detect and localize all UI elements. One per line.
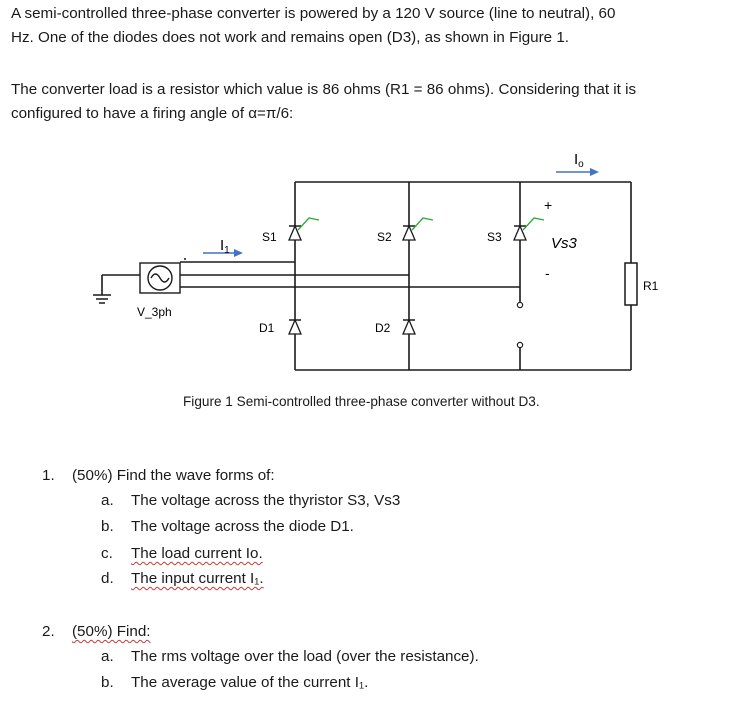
label-s2: S2 xyxy=(377,230,392,244)
question-1 xyxy=(42,467,275,484)
label-s1: S1 xyxy=(262,230,277,244)
question-2-item-b xyxy=(101,674,368,691)
problem-text-line: The converter load is a resistor which value is 86 ohms (R1 = 86 ohms). Considering that it is xyxy=(11,81,637,98)
ground-lines xyxy=(93,295,111,303)
resistor-r1 xyxy=(625,263,637,305)
label-s3: S3 xyxy=(487,230,502,244)
question-1-item-d xyxy=(101,570,264,587)
label-i1: $I_1$ xyxy=(220,237,230,256)
problem-text-line: A semi-controlled three-phase converter is powered by a 120 V source (line to neutral), 60 xyxy=(11,5,616,22)
diode-d2 xyxy=(403,320,415,334)
item-letter: a. xyxy=(101,492,114,509)
circuit-diagram xyxy=(0,140,756,420)
thyristor-s1 xyxy=(289,218,319,240)
label-d1: D1 xyxy=(259,321,275,335)
label-d2: D2 xyxy=(375,321,391,335)
label-minus: - xyxy=(545,265,550,281)
item-text: The average value of the current I₁. xyxy=(131,674,369,691)
item-letter: a. xyxy=(101,648,114,665)
ac-source xyxy=(140,258,186,293)
diode-d1 xyxy=(289,320,301,334)
item-text: The voltage across the thyristor S3, Vs3 xyxy=(131,492,401,509)
item-text: The input current I₁. xyxy=(131,570,264,587)
label-plus: + xyxy=(544,197,553,213)
question-text: (50%) Find the wave forms of: xyxy=(72,467,275,484)
open-terminal-lower xyxy=(517,342,522,347)
question-1-item-b xyxy=(101,518,354,535)
item-text: The voltage across the diode D1. xyxy=(131,518,354,535)
question-2 xyxy=(42,623,151,640)
item-letter: c. xyxy=(101,545,113,562)
item-letter: d. xyxy=(101,570,114,587)
problem-text-line: configured to have a firing angle of α=π/6: xyxy=(11,105,294,122)
item-letter: b. xyxy=(101,674,114,691)
question-1-item-c xyxy=(101,545,263,562)
problem-paragraph-2 xyxy=(11,78,749,126)
label-r1: R1 xyxy=(643,279,659,293)
item-text: The load current Io. xyxy=(131,545,263,562)
figure-caption: Figure 1 Semi-controlled three-phase converter without D3. xyxy=(183,394,540,409)
problem-paragraph-1 xyxy=(11,2,751,50)
question-text: (50%) Find: xyxy=(72,623,151,640)
question-number: 2. xyxy=(42,623,55,640)
thyristor-s2 xyxy=(403,218,433,240)
item-letter: b. xyxy=(101,518,114,535)
item-text: The rms voltage over the load (over the resistance). xyxy=(131,648,479,665)
question-2-item-a xyxy=(101,648,479,665)
label-source: V_3ph xyxy=(137,305,172,319)
question-1-item-a xyxy=(101,492,400,509)
question-number: 1. xyxy=(42,467,55,484)
label-io: $I_o$ xyxy=(574,151,584,170)
open-terminal-upper xyxy=(517,302,522,307)
label-vs3: Vs3 xyxy=(551,235,577,252)
source-ground-wire xyxy=(102,275,140,295)
thyristor-s3 xyxy=(514,218,544,240)
problem-text-line: Hz. One of the diodes does not work and remains open (D3), as shown in Figure 1. xyxy=(11,29,570,46)
